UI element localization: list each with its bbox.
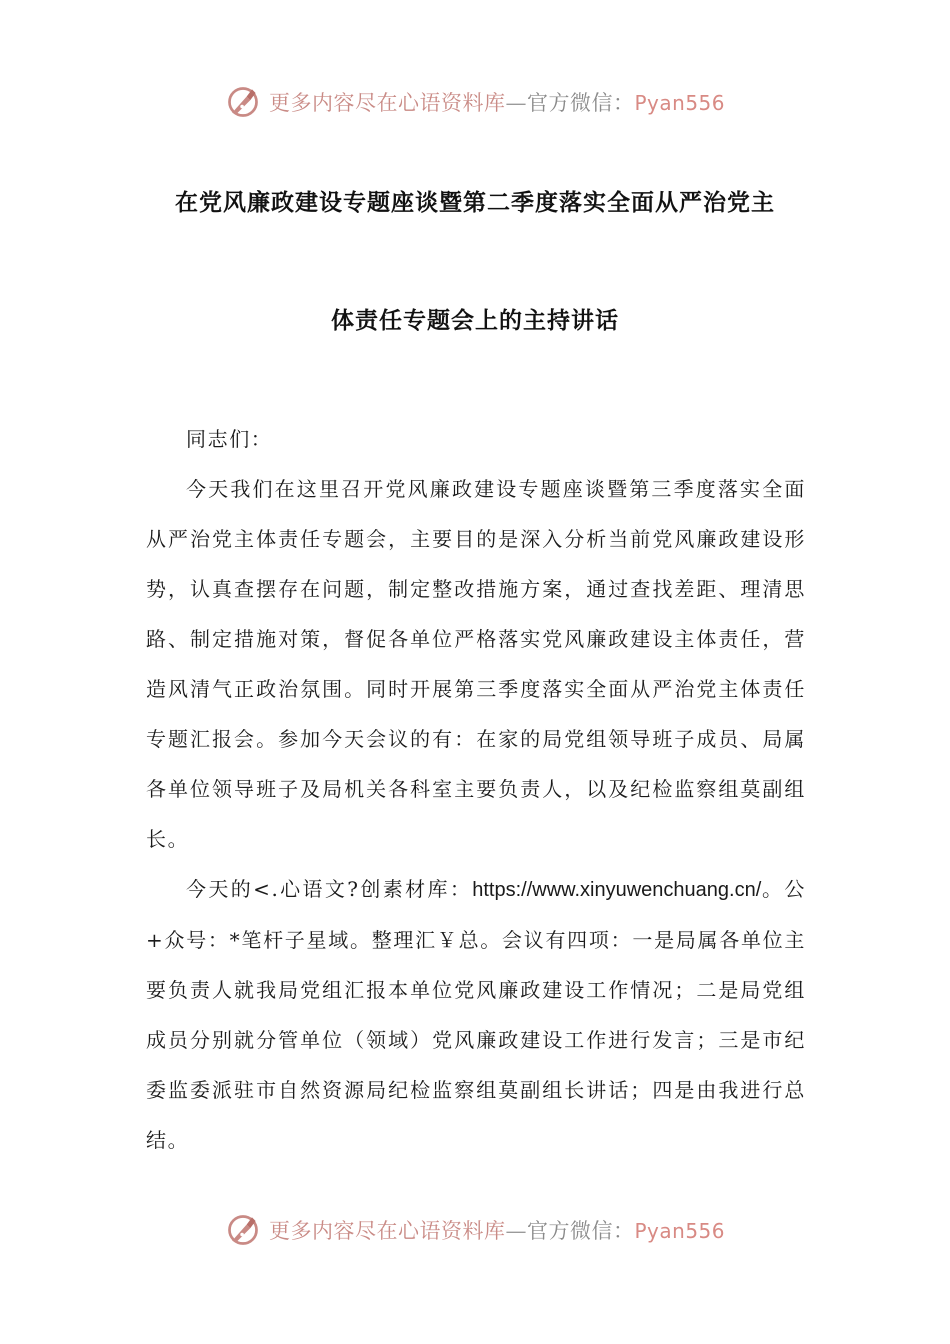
banner-separator: —: [505, 1219, 527, 1243]
document-title-line-2: 体责任专题会上的主持讲话: [331, 308, 619, 334]
pen-nib-logo-icon: [225, 1212, 261, 1248]
pen-nib-logo-icon: [225, 84, 261, 120]
banner-separator: —: [505, 91, 527, 115]
paragraph-2-rest: 。公+众号：*笔杆子星域。整理汇￥总。会议有四项：一是局属各单位主要负责人就我局党组汇报本单位党风廉政建设工作情况；二是局党组成员分别就分管单位（领域）党风廉政建设工作进行发言；三是市纪委监委派驻市自然资源局纪检监察组莫副组长讲话；四是由我进行总结。: [146, 877, 806, 1152]
banner-wechat-label: 官方微信：: [526, 1219, 635, 1243]
banner-text: [269, 87, 725, 117]
banner-brand: 更多内容尽在心语资料库: [268, 1219, 506, 1243]
footer-banner: [0, 1208, 950, 1252]
document-body: [146, 414, 806, 1165]
paragraph-1: 今天我们在这里召开党风廉政建设专题座谈暨第三季度落实全面从严治党主体责任专题会，主要目的是深入分析当前党风廉政建设形势，认真查摆存在问题，制定整改措施方案，通过查找差距、理清思路、制定措施对策，督促各单位严格落实党风廉政建设主体责任，营造风清气正政治氛围。同时开展第三季度落实全面从严治党主体责任专题汇报会。参加今天会议的有：在家的局党组领导班子成员、局属各单位领导班子及局机关各科室主要负责人，以及纪检监察组莫副组长。: [146, 477, 806, 851]
salutation: 同志们：: [186, 427, 273, 451]
paragraph-2-lead: 今天的<.心语文?创素材库：: [186, 877, 473, 901]
paragraph-2: [146, 864, 806, 1165]
banner-wechat-id: Pyan556: [634, 1219, 725, 1243]
banner-wechat-label: 官方微信：: [526, 91, 635, 115]
banner-wechat-id: Pyan556: [634, 91, 725, 115]
header-banner: [0, 80, 950, 124]
document-title-line-1: 在党风廉政建设专题座谈暨第二季度落实全面从严治党主: [175, 190, 775, 216]
banner-text: [269, 1215, 725, 1245]
banner-brand: 更多内容尽在心语资料库: [268, 91, 506, 115]
source-url-link[interactable]: https://www.xinyuwenchuang.cn/: [472, 879, 762, 901]
